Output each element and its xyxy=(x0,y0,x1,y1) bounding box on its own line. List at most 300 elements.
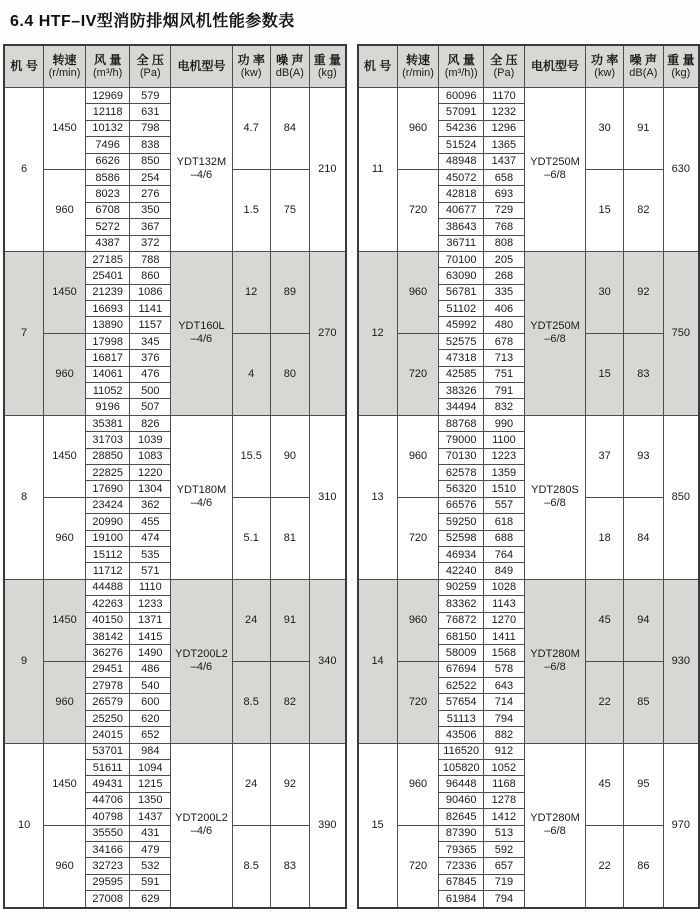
column-header-speed xyxy=(44,45,86,88)
air-volume-cell: 48948 xyxy=(439,153,484,169)
air-volume-cell: 21239 xyxy=(85,284,130,300)
table-row xyxy=(358,251,700,267)
column-header-label: 全 压 xyxy=(490,52,518,67)
motor-model-cell xyxy=(171,579,233,743)
air-volume-cell: 57654 xyxy=(439,694,484,710)
pressure-cell: 1157 xyxy=(130,317,171,333)
pressure-cell: 276 xyxy=(130,186,171,202)
power-cell: 15 xyxy=(586,169,624,251)
table-row xyxy=(4,88,346,104)
table-row xyxy=(4,743,346,759)
pressure-cell: 751 xyxy=(484,366,525,382)
column-header-machine xyxy=(358,45,398,88)
pressure-cell: 1371 xyxy=(130,612,171,628)
air-volume-cell: 52575 xyxy=(439,333,484,349)
pressure-cell: 455 xyxy=(130,514,171,530)
air-volume-cell: 25401 xyxy=(85,268,130,284)
column-header-weight xyxy=(310,45,346,88)
air-volume-cell: 59250 xyxy=(439,514,484,530)
pressure-cell: 476 xyxy=(130,366,171,382)
speed-cell: 960 xyxy=(397,579,439,661)
air-volume-cell: 29451 xyxy=(85,661,130,677)
pressure-cell: 500 xyxy=(130,383,171,399)
pressure-cell: 808 xyxy=(484,235,525,251)
motor-model-line1: YDT250M xyxy=(530,320,580,333)
pressure-cell: 578 xyxy=(484,661,525,677)
air-volume-cell: 40798 xyxy=(85,809,130,825)
table-header xyxy=(4,45,346,88)
air-volume-cell: 6626 xyxy=(85,153,130,169)
air-volume-cell: 6708 xyxy=(85,202,130,218)
air-volume-cell: 38142 xyxy=(85,628,130,644)
motor-model-cell xyxy=(171,251,233,415)
table-row xyxy=(358,743,700,759)
air-volume-cell: 8586 xyxy=(85,169,130,185)
air-volume-cell: 61984 xyxy=(439,891,484,908)
air-volume-cell: 24015 xyxy=(85,727,130,743)
column-header-label: 转速 xyxy=(52,52,77,67)
speed-cell: 960 xyxy=(44,169,86,251)
pressure-cell: 1233 xyxy=(130,596,171,612)
machine-number-cell: 11 xyxy=(358,88,398,252)
pressure-cell: 882 xyxy=(484,727,525,743)
air-volume-cell: 42240 xyxy=(439,563,484,579)
pressure-cell: 826 xyxy=(130,415,171,431)
table-body xyxy=(358,88,700,908)
air-volume-cell: 25250 xyxy=(85,710,130,726)
motor-model-line1: YDT132M xyxy=(176,156,227,169)
pressure-cell: 693 xyxy=(484,186,525,202)
pressure-cell: 532 xyxy=(130,858,171,874)
speed-cell: 720 xyxy=(397,169,439,251)
power-cell: 22 xyxy=(586,825,624,907)
power-cell: 4.7 xyxy=(232,88,270,170)
air-volume-cell: 43506 xyxy=(439,727,484,743)
pressure-cell: 1411 xyxy=(484,628,525,644)
motor-model-line2: –4/6 xyxy=(190,825,213,838)
air-volume-cell: 51524 xyxy=(439,137,484,153)
machine-number-cell: 9 xyxy=(4,579,44,743)
air-volume-cell: 79000 xyxy=(439,432,484,448)
air-volume-cell: 63090 xyxy=(439,268,484,284)
air-volume-cell: 96448 xyxy=(439,776,484,792)
air-volume-cell: 16693 xyxy=(85,301,130,317)
pressure-cell: 1083 xyxy=(130,448,171,464)
column-header-label: 噪 声 xyxy=(629,52,658,67)
pressure-cell: 205 xyxy=(484,251,525,267)
air-volume-cell: 68150 xyxy=(439,628,484,644)
air-volume-cell: 28850 xyxy=(85,448,130,464)
noise-cell: 92 xyxy=(270,743,310,825)
pressure-cell: 362 xyxy=(130,497,171,513)
motor-model-line1: YDT200L2 xyxy=(175,647,228,660)
pressure-cell: 791 xyxy=(484,383,525,399)
air-volume-cell: 34166 xyxy=(85,841,130,857)
spec-table-left xyxy=(3,44,347,909)
noise-cell: 83 xyxy=(270,825,310,907)
pressure-cell: 1086 xyxy=(130,284,171,300)
air-volume-cell: 11712 xyxy=(85,563,130,579)
pressure-cell: 768 xyxy=(484,219,525,235)
weight-cell: 310 xyxy=(310,415,346,579)
noise-cell: 82 xyxy=(270,661,310,743)
air-volume-cell: 38643 xyxy=(439,219,484,235)
weight-cell: 750 xyxy=(663,251,699,415)
motor-model-line2: –4/6 xyxy=(190,333,213,346)
pressure-cell: 474 xyxy=(130,530,171,546)
power-cell: 15 xyxy=(586,333,624,415)
air-volume-cell: 35381 xyxy=(85,415,130,431)
noise-cell: 94 xyxy=(624,579,664,661)
air-volume-cell: 22825 xyxy=(85,464,130,480)
air-volume-cell: 56320 xyxy=(439,481,484,497)
pressure-cell: 912 xyxy=(484,743,525,759)
air-volume-cell: 44488 xyxy=(85,579,130,595)
air-volume-cell: 53701 xyxy=(85,743,130,759)
weight-cell: 340 xyxy=(310,579,346,743)
air-volume-cell: 87390 xyxy=(439,825,484,841)
noise-cell: 84 xyxy=(270,88,310,170)
pressure-cell: 652 xyxy=(130,727,171,743)
column-header-label: 机 号 xyxy=(363,59,392,74)
speed-cell: 960 xyxy=(44,661,86,743)
pressure-cell: 719 xyxy=(484,874,525,890)
motor-model-line2: –6/8 xyxy=(544,661,566,674)
noise-cell: 93 xyxy=(624,415,664,497)
column-header-label: 风 量 xyxy=(447,52,475,67)
pressure-cell: 335 xyxy=(484,284,525,300)
air-volume-cell: 51102 xyxy=(439,301,484,317)
column-header-unit: (m³/h)) xyxy=(444,67,478,80)
table-row xyxy=(358,579,700,595)
pressure-cell: 507 xyxy=(130,399,171,415)
air-volume-cell: 26579 xyxy=(85,694,130,710)
pressure-cell: 990 xyxy=(484,415,525,431)
column-header-label: 风 量 xyxy=(94,52,122,67)
pressure-cell: 713 xyxy=(484,350,525,366)
speed-cell: 720 xyxy=(397,497,439,579)
air-volume-cell: 29595 xyxy=(85,874,130,890)
pressure-cell: 1304 xyxy=(130,481,171,497)
column-header-speed xyxy=(397,45,439,88)
noise-cell: 85 xyxy=(624,661,664,743)
header-row xyxy=(4,45,346,88)
pressure-cell: 1232 xyxy=(484,104,525,120)
noise-cell: 75 xyxy=(270,169,310,251)
motor-model-cell xyxy=(171,743,233,907)
speed-cell: 960 xyxy=(397,743,439,825)
motor-model-cell xyxy=(524,251,586,415)
motor-model-cell xyxy=(171,415,233,579)
noise-cell: 82 xyxy=(624,169,664,251)
noise-cell: 89 xyxy=(270,251,310,333)
column-header-volume xyxy=(439,45,484,88)
pressure-cell: 592 xyxy=(484,841,525,857)
pressure-cell: 618 xyxy=(484,514,525,530)
table-row xyxy=(358,415,700,431)
column-header-label: 重 量 xyxy=(313,52,341,67)
air-volume-cell: 47318 xyxy=(439,350,484,366)
weight-cell: 390 xyxy=(310,743,346,907)
pressure-cell: 1296 xyxy=(484,120,525,136)
speed-cell: 960 xyxy=(397,415,439,497)
column-header-unit: (r/min) xyxy=(48,67,81,80)
column-header-pressure xyxy=(484,45,525,88)
power-cell: 22 xyxy=(586,661,624,743)
pressure-cell: 1143 xyxy=(484,596,525,612)
pressure-cell: 1490 xyxy=(130,645,171,661)
pressure-cell: 1052 xyxy=(484,760,525,776)
pressure-cell: 1168 xyxy=(484,776,525,792)
air-volume-cell: 17690 xyxy=(85,481,130,497)
air-volume-cell: 5272 xyxy=(85,219,130,235)
air-volume-cell: 60096 xyxy=(439,88,484,104)
column-header-volume xyxy=(85,45,130,88)
pressure-cell: 513 xyxy=(484,825,525,841)
air-volume-cell: 9196 xyxy=(85,399,130,415)
air-volume-cell: 83362 xyxy=(439,596,484,612)
pressure-cell: 788 xyxy=(130,251,171,267)
pressure-cell: 798 xyxy=(130,120,171,136)
pressure-cell: 729 xyxy=(484,202,525,218)
column-header-power xyxy=(232,45,270,88)
pressure-cell: 678 xyxy=(484,333,525,349)
pressure-cell: 1039 xyxy=(130,432,171,448)
pressure-cell: 1094 xyxy=(130,760,171,776)
pressure-cell: 860 xyxy=(130,268,171,284)
pressure-cell: 657 xyxy=(484,858,525,874)
pressure-cell: 579 xyxy=(130,88,171,104)
pressure-cell: 643 xyxy=(484,678,525,694)
spec-table-right xyxy=(357,44,700,909)
column-header-unit: (kw) xyxy=(594,67,616,80)
column-header-label: 电机型号 xyxy=(531,59,580,74)
machine-number-cell: 6 xyxy=(4,88,44,252)
column-header-unit: (r/min) xyxy=(402,67,434,80)
motor-model-line1: YDT250M xyxy=(530,156,580,169)
power-cell: 30 xyxy=(586,251,624,333)
column-header-pressure xyxy=(130,45,171,88)
pressure-cell: 850 xyxy=(130,153,171,169)
pressure-cell: 1110 xyxy=(130,579,171,595)
table-row xyxy=(4,251,346,267)
motor-model-line2: –4/6 xyxy=(190,661,213,674)
noise-cell: 84 xyxy=(624,497,664,579)
air-volume-cell: 49431 xyxy=(85,776,130,792)
power-cell: 24 xyxy=(232,579,270,661)
pressure-cell: 688 xyxy=(484,530,525,546)
air-volume-cell: 42263 xyxy=(85,596,130,612)
pressure-cell: 557 xyxy=(484,497,525,513)
air-volume-cell: 32723 xyxy=(85,858,130,874)
power-cell: 4 xyxy=(232,333,270,415)
motor-model-line1: YDT200L2 xyxy=(175,811,228,824)
air-volume-cell: 88768 xyxy=(439,415,484,431)
column-header-unit: (kg) xyxy=(671,67,691,80)
noise-cell: 81 xyxy=(270,497,310,579)
pressure-cell: 254 xyxy=(130,169,171,185)
air-volume-cell: 35550 xyxy=(85,825,130,841)
pressure-cell: 1170 xyxy=(484,88,525,104)
air-volume-cell: 38326 xyxy=(439,383,484,399)
column-header-weight xyxy=(663,45,699,88)
air-volume-cell: 31703 xyxy=(85,432,130,448)
air-volume-cell: 105820 xyxy=(439,760,484,776)
air-volume-cell: 10132 xyxy=(85,120,130,136)
pressure-cell: 794 xyxy=(484,710,525,726)
noise-cell: 80 xyxy=(270,333,310,415)
air-volume-cell: 90259 xyxy=(439,579,484,595)
pressure-cell: 1223 xyxy=(484,448,525,464)
weight-cell: 850 xyxy=(663,415,699,579)
motor-model-line2: –4/6 xyxy=(190,169,213,182)
pressure-cell: 1350 xyxy=(130,792,171,808)
column-header-motor xyxy=(524,45,586,88)
air-volume-cell: 67845 xyxy=(439,874,484,890)
air-volume-cell: 72336 xyxy=(439,858,484,874)
noise-cell: 90 xyxy=(270,415,310,497)
noise-cell: 91 xyxy=(624,88,664,170)
pressure-cell: 372 xyxy=(130,235,171,251)
air-volume-cell: 82645 xyxy=(439,809,484,825)
machine-number-cell: 8 xyxy=(4,415,44,579)
air-volume-cell: 66576 xyxy=(439,497,484,513)
air-volume-cell: 27978 xyxy=(85,678,130,694)
motor-model-line1: YDT280S xyxy=(531,484,579,497)
air-volume-cell: 57091 xyxy=(439,104,484,120)
air-volume-cell: 62522 xyxy=(439,678,484,694)
air-volume-cell: 14061 xyxy=(85,366,130,382)
air-volume-cell: 58009 xyxy=(439,645,484,661)
pressure-cell: 540 xyxy=(130,678,171,694)
air-volume-cell: 20990 xyxy=(85,514,130,530)
pressure-cell: 591 xyxy=(130,874,171,890)
air-volume-cell: 70100 xyxy=(439,251,484,267)
speed-cell: 1450 xyxy=(44,743,86,825)
speed-cell: 720 xyxy=(397,825,439,907)
speed-cell: 1450 xyxy=(44,415,86,497)
pressure-cell: 1437 xyxy=(130,809,171,825)
machine-number-cell: 10 xyxy=(4,743,44,907)
speed-cell: 1450 xyxy=(44,579,86,661)
air-volume-cell: 54236 xyxy=(439,120,484,136)
pressure-cell: 1415 xyxy=(130,628,171,644)
column-header-power xyxy=(586,45,624,88)
pressure-cell: 794 xyxy=(484,891,525,908)
motor-model-line2: –4/6 xyxy=(190,497,213,510)
pressure-cell: 764 xyxy=(484,546,525,562)
air-volume-cell: 51113 xyxy=(439,710,484,726)
air-volume-cell: 45072 xyxy=(439,169,484,185)
speed-cell: 960 xyxy=(397,251,439,333)
motor-model-cell xyxy=(524,88,586,252)
column-header-unit: (kw) xyxy=(240,67,262,80)
air-volume-cell: 27185 xyxy=(85,251,130,267)
air-volume-cell: 45992 xyxy=(439,317,484,333)
air-volume-cell: 42818 xyxy=(439,186,484,202)
pressure-cell: 406 xyxy=(484,301,525,317)
air-volume-cell: 13890 xyxy=(85,317,130,333)
air-volume-cell: 12969 xyxy=(85,88,130,104)
table-body xyxy=(4,88,346,908)
motor-model-cell xyxy=(171,88,233,252)
column-header-unit: dB(A) xyxy=(629,67,658,80)
motor-model-line2: –6/8 xyxy=(544,333,566,346)
air-volume-cell: 52598 xyxy=(439,530,484,546)
speed-cell: 960 xyxy=(44,333,86,415)
speed-cell: 1450 xyxy=(44,88,86,170)
pressure-cell: 571 xyxy=(130,563,171,579)
machine-number-cell: 15 xyxy=(358,743,398,907)
pressure-cell: 1141 xyxy=(130,301,171,317)
column-header-label: 重 量 xyxy=(667,52,695,67)
header-row xyxy=(358,45,700,88)
air-volume-cell: 76872 xyxy=(439,612,484,628)
air-volume-cell: 90460 xyxy=(439,792,484,808)
air-volume-cell: 19100 xyxy=(85,530,130,546)
column-header-label: 全 压 xyxy=(136,52,164,67)
air-volume-cell: 67694 xyxy=(439,661,484,677)
pressure-cell: 1220 xyxy=(130,464,171,480)
pressure-cell: 849 xyxy=(484,563,525,579)
pressure-cell: 1437 xyxy=(484,153,525,169)
air-volume-cell: 17998 xyxy=(85,333,130,349)
column-header-label: 机 号 xyxy=(10,59,38,74)
pressure-cell: 1028 xyxy=(484,579,525,595)
power-cell: 24 xyxy=(232,743,270,825)
power-cell: 5.1 xyxy=(232,497,270,579)
speed-cell: 720 xyxy=(397,333,439,415)
air-volume-cell: 15112 xyxy=(85,546,130,562)
pressure-cell: 600 xyxy=(130,694,171,710)
pressure-cell: 984 xyxy=(130,743,171,759)
air-volume-cell: 36276 xyxy=(85,645,130,661)
table-row xyxy=(4,415,346,431)
air-volume-cell: 4387 xyxy=(85,235,130,251)
pressure-cell: 1365 xyxy=(484,137,525,153)
noise-cell: 95 xyxy=(624,743,664,825)
pressure-cell: 1359 xyxy=(484,464,525,480)
column-header-unit: (Pa) xyxy=(493,67,515,80)
power-cell: 8.5 xyxy=(232,825,270,907)
air-volume-cell: 12118 xyxy=(85,104,130,120)
noise-cell: 91 xyxy=(270,579,310,661)
table-row xyxy=(4,579,346,595)
speed-cell: 1450 xyxy=(44,251,86,333)
air-volume-cell: 16817 xyxy=(85,350,130,366)
motor-model-line2: –6/8 xyxy=(544,825,566,838)
pressure-cell: 1510 xyxy=(484,481,525,497)
pressure-cell: 1568 xyxy=(484,645,525,661)
column-header-machine xyxy=(4,45,44,88)
power-cell: 12 xyxy=(232,251,270,333)
column-header-noise xyxy=(270,45,310,88)
table-row xyxy=(358,88,700,104)
motor-model-cell xyxy=(524,579,586,743)
air-volume-cell: 36711 xyxy=(439,235,484,251)
air-volume-cell: 44706 xyxy=(85,792,130,808)
column-header-motor xyxy=(171,45,233,88)
pressure-cell: 479 xyxy=(130,841,171,857)
column-header-unit: (Pa) xyxy=(139,67,161,80)
pressure-cell: 1215 xyxy=(130,776,171,792)
air-volume-cell: 116520 xyxy=(439,743,484,759)
air-volume-cell: 11052 xyxy=(85,383,130,399)
power-cell: 37 xyxy=(586,415,624,497)
column-header-label: 功 率 xyxy=(591,52,619,67)
pressure-cell: 535 xyxy=(130,546,171,562)
air-volume-cell: 79365 xyxy=(439,841,484,857)
